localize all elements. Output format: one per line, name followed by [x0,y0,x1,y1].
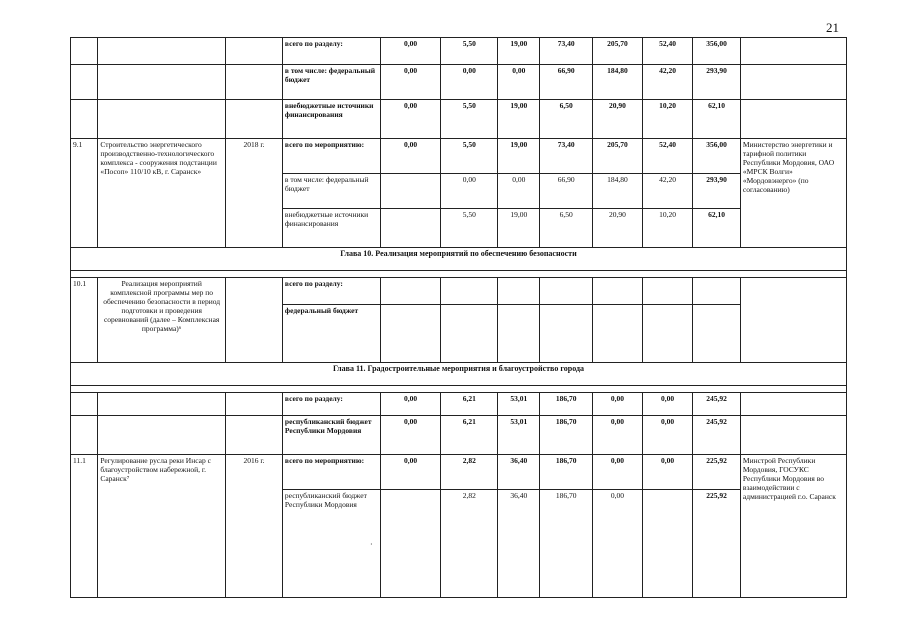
row-label: всего по разделу: [282,393,380,416]
cell: 0,00 [592,416,642,455]
page-number: 21 [826,20,839,35]
cell: 5,50 [441,209,498,248]
cell: 73,40 [540,38,592,65]
cell: 0,00 [642,455,692,490]
cell: 0,00 [380,65,440,100]
cell: 186,70 [540,416,592,455]
table-row [71,248,847,271]
row-label: всего по мероприятию: [282,139,380,174]
table-row [71,393,847,416]
table-row [71,100,847,139]
row-number: 11.1 [71,455,98,598]
cell: 184,80 [592,174,642,209]
cell: 5,50 [441,100,498,139]
cell: 6,21 [441,416,498,455]
cell: 6,50 [540,209,592,248]
cell: 205,70 [592,38,642,65]
cell: 62,10 [693,100,741,139]
table-row [71,416,847,455]
row-label: республиканский бюджет Республики Мордовия [282,416,380,455]
cell: 66,90 [540,174,592,209]
row-label: всего по мероприятию: [282,455,380,490]
cell: 0,00 [498,174,540,209]
row-label: внебюджетные источники финансирования [282,100,380,139]
cell: 19,00 [498,100,540,139]
cell: 66,90 [540,65,592,100]
table-row [71,65,847,100]
measure-name: Регулирование русла реки Инсар с благоустройством набережной, г. Саранск⁷ [98,455,226,598]
executor: Минстрой Республики Мордовия, ГОСУКС Республики Мордовия во взаимодействии с администрацией г.о. Саранск [740,455,846,598]
cell: 52,40 [642,139,692,174]
cell: 20,90 [592,209,642,248]
cell: 42,20 [642,65,692,100]
row-label: в том числе: федеральный бюджет [282,65,380,100]
cell: 205,70 [592,139,642,174]
cell: 19,00 [498,139,540,174]
cell: 6,50 [540,100,592,139]
cell: 0,00 [380,455,440,490]
financing-table [70,37,847,598]
cell: 186,70 [540,490,592,598]
row-label: всего по разделу: [282,38,380,65]
cell: 0,00 [441,65,498,100]
cell: 36,40 [498,455,540,490]
chapter-heading: Глава 11. Градостроительные мероприятия и благоустройство города [71,363,847,386]
cell: 10,20 [642,209,692,248]
cell: 0,00 [380,416,440,455]
chapter-heading: Глава 10. Реализация мероприятий по обеспечению безопасности [71,248,847,271]
stray-mark: · [370,540,373,549]
cell: 186,70 [540,393,592,416]
cell: 19,00 [498,38,540,65]
cell: 36,40 [498,490,540,598]
cell: 0,00 [498,65,540,100]
measure-name: Строительство энергетического производственно-технологического комплекса - сооружения подстанции «Посоп» 110/10 кВ, г. Саранск» [98,139,226,248]
cell: 5,50 [441,38,498,65]
cell: 245,92 [693,393,741,416]
table-row [71,139,847,174]
cell: 2,82 [441,490,498,598]
cell: 356,00 [693,38,741,65]
cell: 184,80 [592,65,642,100]
cell: 5,50 [441,139,498,174]
row-number: 10.1 [71,278,98,363]
cell: 0,00 [592,393,642,416]
cell: 73,40 [540,139,592,174]
measure-name: Реализация мероприятий комплексной программы мер по обеспечению безопасности в период подготовки и проведения соревнований (далее – Комплексная программа)⁶ [98,278,226,363]
cell: 0,00 [380,139,440,174]
cell: 53,01 [498,416,540,455]
cell: 20,90 [592,100,642,139]
cell: 0,00 [380,100,440,139]
cell: 42,20 [642,174,692,209]
cell: 0,00 [380,393,440,416]
cell: 53,01 [498,393,540,416]
cell: 6,21 [441,393,498,416]
row-label: всего по разделу: [282,278,380,305]
table-row [71,278,847,305]
table-row [71,455,847,490]
cell: 0,00 [380,38,440,65]
cell: 0,00 [642,416,692,455]
cell: 52,40 [642,38,692,65]
row-number: 9.1 [71,139,98,248]
cell: 0,00 [592,455,642,490]
cell: 19,00 [498,209,540,248]
cell: 62,10 [693,209,741,248]
cell: 245,92 [693,416,741,455]
row-label: внебюджетные источники финансирования [282,209,380,248]
cell: 293,90 [693,174,741,209]
cell: 2,82 [441,455,498,490]
cell: 186,70 [540,455,592,490]
year: 2016 г. [225,455,282,598]
table-row [71,38,847,65]
cell: 0,00 [642,393,692,416]
table-row [71,363,847,386]
cell: 356,00 [693,139,741,174]
row-label: федеральный бюджет [282,305,380,363]
cell: 293,90 [693,65,741,100]
year: 2018 г. [225,139,282,248]
row-label: в том числе: федеральный бюджет [282,174,380,209]
cell: 225,92 [693,455,741,490]
row-label: республиканский бюджет Республики Мордовия [282,490,380,598]
cell: 225,92 [693,490,741,598]
executor: Министерство энергетики и тарифной политики Республики Мордовия, ОАО «МРСК Волги» «Мордовэнерго» (по согласованию) [740,139,846,248]
cell: 0,00 [441,174,498,209]
cell: 0,00 [592,490,642,598]
cell: 10,20 [642,100,692,139]
